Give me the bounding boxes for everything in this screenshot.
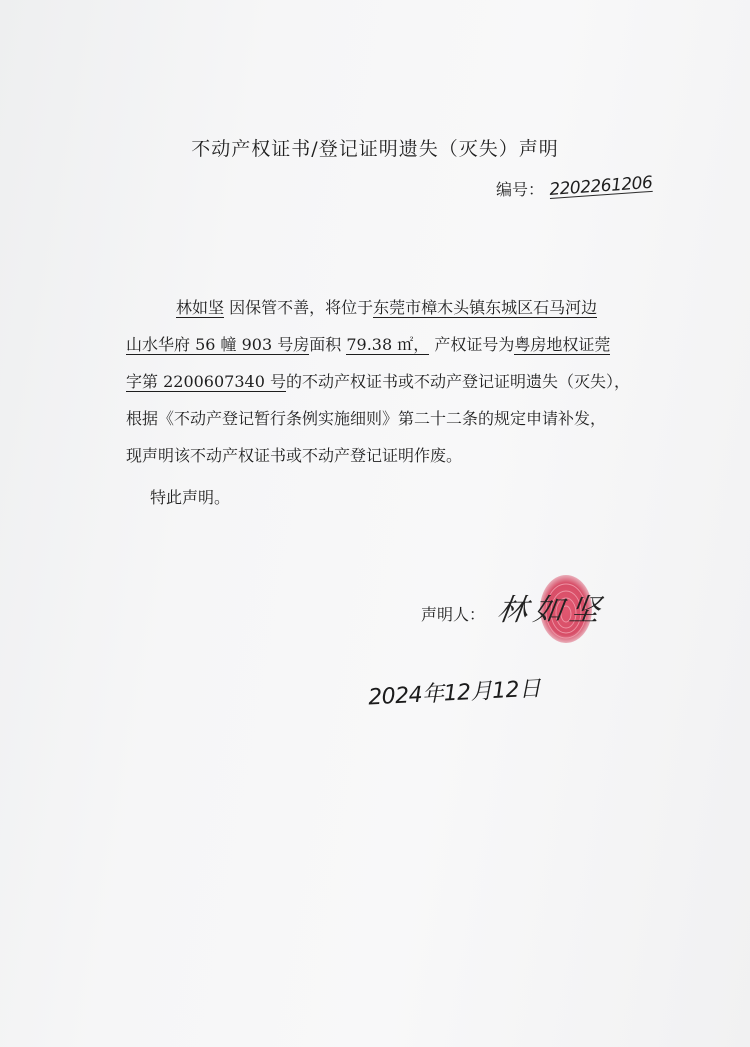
document-number-line (496, 172, 654, 200)
statement-line-3 (126, 363, 646, 400)
statement-segment-2: 面积 (309, 335, 347, 354)
document-title: 不动产权证书/登记证明遗失（灭失）声明 (191, 138, 559, 160)
statement-line-1 (126, 289, 646, 326)
declarant-label: 声明人： (421, 605, 486, 624)
handwritten-date: 2024年12月12日 (367, 676, 542, 711)
document-number-label: 编号： (496, 180, 545, 199)
certificate-number-2: 字第 2200607340 号 (126, 372, 286, 391)
property-location-2: 山水华府 56 幢 903 号房 (126, 335, 310, 354)
declarant-name: 林如坚 (176, 298, 225, 317)
statement-segment-4: 的不动产权证书或不动产登记证明遗失（灭失）， (285, 372, 630, 391)
certificate-number-1: 粤房地权证莞 (514, 335, 611, 354)
statement-line-2 (126, 326, 646, 363)
statement-segment-3: 产权证号为 (429, 335, 515, 354)
statement-line-5: 现声明该不动产权证书或不动产登记证明作废。 (126, 446, 463, 465)
property-location-1: 东莞市樟木头镇东城区石马河边 (373, 298, 598, 317)
document-number-value: 2202261206 (548, 172, 654, 200)
statement-line-4: 根据《不动产登记暂行条例实施细则》第二十二条的规定申请补发， (126, 409, 607, 428)
statement-body (126, 289, 646, 474)
property-area: 79.38 ㎡， (346, 335, 430, 354)
closing-statement: 特此声明。 (150, 488, 231, 507)
handwritten-signature: 林如坚 (495, 593, 608, 628)
statement-segment-1: 因保管不善，将位于 (224, 298, 374, 317)
